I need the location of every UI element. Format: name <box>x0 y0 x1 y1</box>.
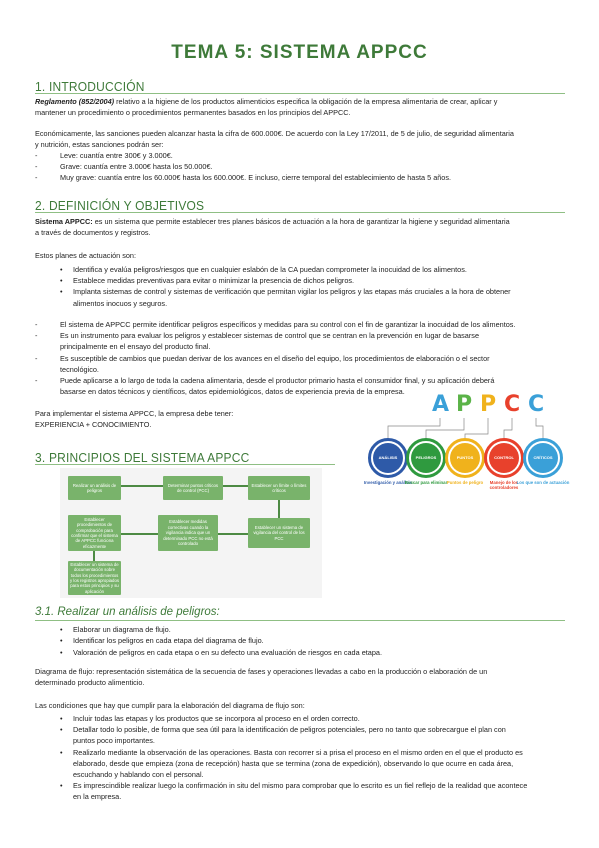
appcc-letter: C <box>504 392 521 417</box>
section-heading-intro: 1. INTRODUCCIÓN <box>35 79 145 95</box>
intro-paragraph-1: Reglamento (852/2004) relativo a la higiene de los productos alimenticios especifica la obligación de la empresa alimentaria de crear, aplicar y mantener un procedimiento o procedimientos permanentes basados en los principios del APPCC. <box>35 97 498 118</box>
implement-paragraph: Para implementar el sistema APPCC, la empresa debe tener: EXPERIENCIA + CONOCIMIENTO. <box>35 409 234 430</box>
sanction-level: Leve <box>60 151 76 160</box>
appcc-circle-caption: Los que son de actuación <box>516 480 570 485</box>
condition-line: • Realizarlo mediante la observación de las operaciones. Basta con recorrer si a prisa el proceso en el mismo orden en el que el producto es <box>73 747 565 758</box>
condition-line: elaborado, desde que empieza (zona de recepción) hasta que se termina (zona de expedición), observando lo que ocurre en cada área, <box>73 758 514 768</box>
arrow-connector <box>215 533 248 535</box>
appcc-circle-caption: Investigación y análisis <box>363 480 412 485</box>
section-heading-principles: 3. PRINCIPIOS DEL SISTEMA APPCC <box>35 450 250 466</box>
plan-item: alimentos inocuos y seguros. <box>73 298 168 308</box>
appcc-circle-caption: Buscar para eliminar <box>404 480 448 485</box>
appcc-circle-label: PUNTOS <box>450 443 480 473</box>
plan-item: • Establece medidas preventivas para evitar o minimizar la presencia de dichos peligros. <box>73 275 565 286</box>
condition-line: • Detallar todo lo posible, de forma que sea útil para la identificación de peligros potenciales, pero no tanto que sobrecargue el plan con <box>73 724 565 735</box>
principle-box-4: Establecer medidas correctivas cuando la vigilancia indica que un determinado PCC no está controlado <box>158 515 218 551</box>
condition-line: en la empresa. <box>73 792 122 802</box>
principle-box-5: Establecer un sistema de vigilancia del control de los PCC <box>248 518 310 548</box>
appcc-circle-label: ANÁLISIS <box>373 443 403 473</box>
sanction-level: Muy grave <box>60 173 95 183</box>
condition-line: • Incluir todas las etapas y los productos que se incorpora al proceso en el orden correcto. <box>73 713 565 724</box>
principle-box-3: Establecer un límite o límites críticos <box>248 476 310 500</box>
section-rule <box>35 93 565 94</box>
appcc-circle-caption: Manejo de los controladores <box>489 480 519 491</box>
section-rule <box>35 464 335 465</box>
subsection-heading-hazards: 3.1. Realizar un análisis de peligros: <box>35 606 220 618</box>
hazard-step: • Elaborar un diagrama de flujo. <box>73 624 565 635</box>
plan-item: • Identifica y evalúa peligros/riesgos que en cualquier eslabón de la CA puedan comprometer la inocuidad de los alimentos. <box>73 264 565 275</box>
appcc-circle-label: CONTROL <box>489 443 519 473</box>
definition-point-line: - Puede aplicarse a lo largo de toda la cadena alimentaria, desde el productor primario hasta el consumidor final, y su aplicación deberá <box>60 375 565 386</box>
principles-diagram <box>60 468 322 598</box>
condition-line: escuchando y hablando con el personal. <box>73 770 204 779</box>
principle-box-7: Establecer un sistema de documentación sobre todos los procedimientos y los registros apropiados para estos principios y su aplicación <box>68 561 121 595</box>
flow-diagram-definition: Diagrama de flujo: representación sistemática de la secuencia de fases y operaciones llevadas a cabo en la producción o elaboración de un determinado producto alimenticio. <box>35 667 488 688</box>
appcc-letter: A <box>432 392 450 417</box>
sanction-level: Grave <box>60 162 80 172</box>
principle-box-2: Determinar puntos críticos de control (PCC) <box>163 476 223 500</box>
plans-intro: Estos planes de actuación son: <box>35 251 137 260</box>
definition-paragraph: Sistema APPCC: es un sistema que permite establecer tres planes básicos de actuación a la hora de garantizar la higiene y seguridad alimentaria a través de documentos y registros. <box>35 217 510 238</box>
definition-point-line: basarse en datos técnicos y científicos, datos epidemiológicos, datos de experiencia previa de la empresa. <box>60 387 405 397</box>
sanction-item <box>60 150 565 161</box>
plan-item: • Implanta sistemas de control y sistemas de verificación que permitan vigilar los peligros y las etapas más cruciales a la hora de obtener <box>73 286 565 297</box>
condition-line: • Es imprescindible realizar luego la confirmación in situ del mismo para comprobar que lo escrito es un fiel reflejo de la realidad que acontece <box>73 780 565 791</box>
section-rule <box>35 212 565 213</box>
sanction-item <box>60 172 565 183</box>
appcc-letter: P <box>456 392 473 417</box>
page-title: TEMA 5: SISTEMA APPCC <box>171 42 428 63</box>
arrow-connector <box>278 498 280 518</box>
sanction-text: : cuantía entre 3.000€ hasta los 50.000€. <box>79 162 213 172</box>
section-rule <box>35 620 565 621</box>
arrow-connector <box>220 485 248 487</box>
appcc-letter: P <box>480 392 497 417</box>
appcc-circle-label: PELIGROS <box>411 443 441 473</box>
sanction-item <box>60 161 565 172</box>
definition-point-line: principalmente en el ensayo del producto final. <box>60 342 211 352</box>
definition-point-line: - Es susceptible de cambios que puedan derivar de los avances en el diseño del equipo, los procedimientos de elaboración o el sector <box>60 353 565 364</box>
section-heading-definition: 2. DEFINICIÓN Y OBJETIVOS <box>35 198 205 214</box>
sanction-text: : cuantía entre los 60.000€ hasta los 600.000€. E incluso, cierre temporal del establecimiento de hasta 5 años. <box>94 173 452 183</box>
arrow-connector <box>118 533 158 535</box>
conditions-intro: Las condiciones que hay que cumplir para la elaboración del diagrama de flujo son: <box>35 701 305 710</box>
intro-paragraph-2: Económicamente, las sanciones pueden alcanzar hasta la cifra de 600.000€. De acuerdo con la Ley 17/2011, de 5 de julio, de seguridad alimentaria y nutrición, estas sanciones podrán ser: <box>35 129 514 150</box>
condition-line: puntos poco importantes. <box>73 736 155 746</box>
appcc-letter: C <box>528 392 545 417</box>
principle-box-6: Establecer procedimientos de comprobación para confirmar que el sistema de APPCC funciona eficazmente <box>68 515 121 551</box>
sanction-text: : cuantía entre 300€ y 3.000€. <box>75 151 173 160</box>
definition-point-line: - El sistema de APPCC permite identificar peligros específicos y medidas para su control con el fin de garantizar la inocuidad de los alimentos. <box>60 319 565 330</box>
appcc-circle-caption: Puntos de peligro <box>446 480 484 485</box>
appcc-graphic <box>358 392 573 501</box>
hazard-step: • Valoración de peligros en cada etapa o en su defecto una evaluación de riesgos en cada etapa. <box>73 647 565 658</box>
definition-point-line: - Es un instrumento para evaluar los peligros y establecer sistemas de control que se centran en la prevención en lugar de basarse <box>60 330 565 341</box>
appcc-circle-label: CRÍTICOS <box>528 443 558 473</box>
principle-box-1: Realizar un análisis de peligros <box>68 476 121 500</box>
definition-point-line: tecnológico. <box>60 364 99 374</box>
hazard-step: • Identificar los peligros en cada etapa del diagrama de flujo. <box>73 635 565 646</box>
